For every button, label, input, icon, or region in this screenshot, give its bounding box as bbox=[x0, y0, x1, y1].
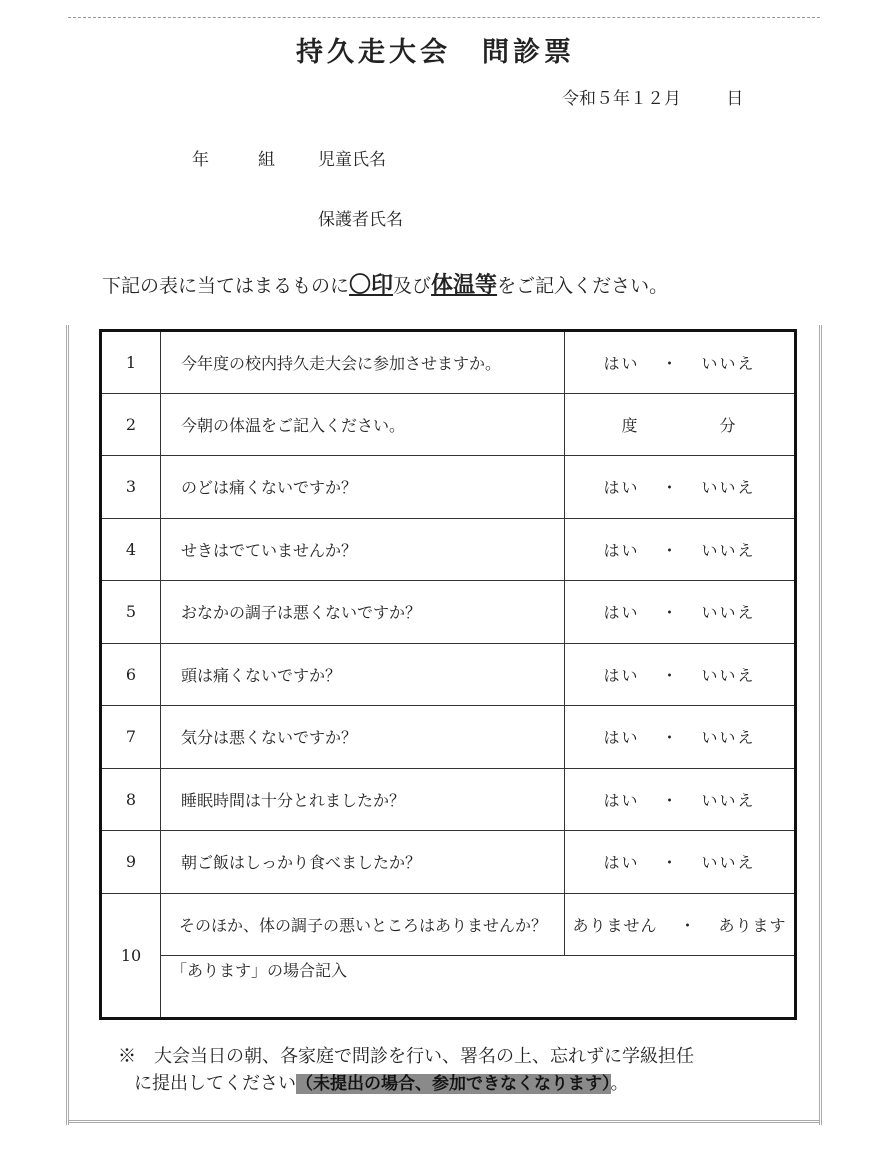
reference-mark: ※ bbox=[118, 1046, 136, 1067]
question-number: 3 bbox=[101, 456, 161, 519]
no-option[interactable]: いいえ bbox=[701, 353, 756, 373]
question-text: 睡眠時間は十分とれましたか？ bbox=[161, 768, 565, 831]
question-number: 2 bbox=[101, 393, 161, 456]
yes-option[interactable]: はい bbox=[603, 853, 640, 873]
date-year-month: 令和５年１２月 bbox=[562, 89, 681, 109]
instruction-emphasis-mark: 〇印 bbox=[349, 273, 394, 298]
question-number: 4 bbox=[101, 518, 161, 581]
question-number: 6 bbox=[101, 643, 161, 706]
question-text: のどは痛くないですか？ bbox=[161, 456, 565, 519]
question-row bbox=[101, 393, 796, 456]
no-option[interactable]: いいえ bbox=[701, 603, 756, 623]
yes-option[interactable]: はい bbox=[603, 478, 640, 498]
some-option[interactable]: あります bbox=[718, 915, 787, 935]
question-text: 今朝の体温をご記入ください。 bbox=[161, 393, 565, 456]
answer-options: はい ・ いいえ bbox=[565, 331, 796, 394]
answer-options: はい ・ いいえ bbox=[565, 706, 796, 769]
question-text: 頭は痛くないですか？ bbox=[161, 643, 565, 706]
no-option[interactable]: いいえ bbox=[701, 540, 756, 560]
question-text: 朝ご飯はしっかり食べましたか？ bbox=[161, 831, 565, 894]
question-number: 1 bbox=[101, 331, 161, 394]
footer-note bbox=[118, 1043, 694, 1098]
questionnaire-table bbox=[99, 329, 797, 1020]
none-option[interactable]: ありません bbox=[572, 915, 658, 935]
yes-option[interactable]: はい bbox=[603, 603, 640, 623]
no-option[interactable]: いいえ bbox=[701, 728, 756, 748]
question-text: おなかの調子は悪くないですか？ bbox=[161, 581, 565, 644]
question-row bbox=[101, 331, 796, 394]
submission-warning: （未提出の場合、参加できなくなります） bbox=[296, 1074, 611, 1094]
remarks-row bbox=[101, 955, 796, 1018]
minute-label: 分 bbox=[719, 415, 738, 435]
instruction-text: 下記の表に当てはまるものに〇印及び体温等をご記入ください。 bbox=[102, 273, 669, 298]
footer-line-1: ※ 大会当日の朝、各家庭で問診を行い、署名の上、忘れずに学級担任 bbox=[118, 1046, 694, 1067]
question-number: 9 bbox=[101, 831, 161, 894]
question-text: せきはでていませんか？ bbox=[161, 518, 565, 581]
question-number: 5 bbox=[101, 581, 161, 644]
question-number: 10 bbox=[101, 893, 161, 1018]
year-label: 年 bbox=[192, 150, 209, 170]
question-row bbox=[101, 893, 796, 955]
question-text: 気分は悪くないですか？ bbox=[161, 706, 565, 769]
question-row bbox=[101, 643, 796, 706]
no-option[interactable]: いいえ bbox=[701, 790, 756, 810]
remarks-field[interactable] bbox=[161, 955, 796, 1018]
guardian-name-label: 保護者氏名 bbox=[318, 210, 403, 230]
degree-label: 度 bbox=[621, 415, 640, 435]
top-dashed-border bbox=[68, 17, 820, 18]
no-option[interactable]: いいえ bbox=[701, 853, 756, 873]
answer-options: はい ・ いいえ bbox=[565, 581, 796, 644]
class-label: 組 bbox=[258, 150, 275, 170]
answer-options: はい ・ いいえ bbox=[565, 768, 796, 831]
answer-options: ありません ・ あります bbox=[565, 893, 796, 955]
question-row bbox=[101, 831, 796, 894]
temperature-field[interactable] bbox=[565, 393, 796, 456]
no-option[interactable]: いいえ bbox=[701, 478, 756, 498]
yes-option[interactable]: はい bbox=[603, 728, 640, 748]
yes-option[interactable]: はい bbox=[603, 540, 640, 560]
question-row bbox=[101, 518, 796, 581]
yes-option[interactable]: はい bbox=[603, 665, 640, 685]
question-number: 8 bbox=[101, 768, 161, 831]
date-day-label: 日 bbox=[726, 89, 744, 109]
question-row bbox=[101, 768, 796, 831]
remarks-label: 「あります」の場合記入 bbox=[171, 960, 348, 980]
question-text: 今年度の校内持久走大会に参加させますか。 bbox=[161, 331, 565, 394]
yes-option[interactable]: はい bbox=[603, 353, 640, 373]
document-title: 持久走大会 問診票 bbox=[296, 37, 575, 68]
question-row bbox=[101, 456, 796, 519]
frame-right-border bbox=[816, 325, 822, 1125]
yes-option[interactable]: はい bbox=[603, 790, 640, 810]
question-text: そのほか、体の調子の悪いところはありませんか？ bbox=[161, 893, 565, 955]
answer-options: はい ・ いいえ bbox=[565, 518, 796, 581]
no-option[interactable]: いいえ bbox=[701, 665, 756, 685]
answer-options: はい ・ いいえ bbox=[565, 643, 796, 706]
date-line bbox=[562, 84, 743, 109]
footer-line-2: に提出してください（未提出の場合、参加できなくなります）。 bbox=[134, 1073, 629, 1094]
student-name-label: 児童氏名 bbox=[318, 150, 386, 170]
answer-options: はい ・ いいえ bbox=[565, 456, 796, 519]
frame-left-border bbox=[66, 325, 72, 1125]
frame-bottom-border bbox=[68, 1120, 820, 1123]
instruction-emphasis-temperature: 体温等 bbox=[431, 273, 498, 298]
answer-options: はい ・ いいえ bbox=[565, 831, 796, 894]
question-number: 7 bbox=[101, 706, 161, 769]
question-row bbox=[101, 581, 796, 644]
question-row bbox=[101, 706, 796, 769]
